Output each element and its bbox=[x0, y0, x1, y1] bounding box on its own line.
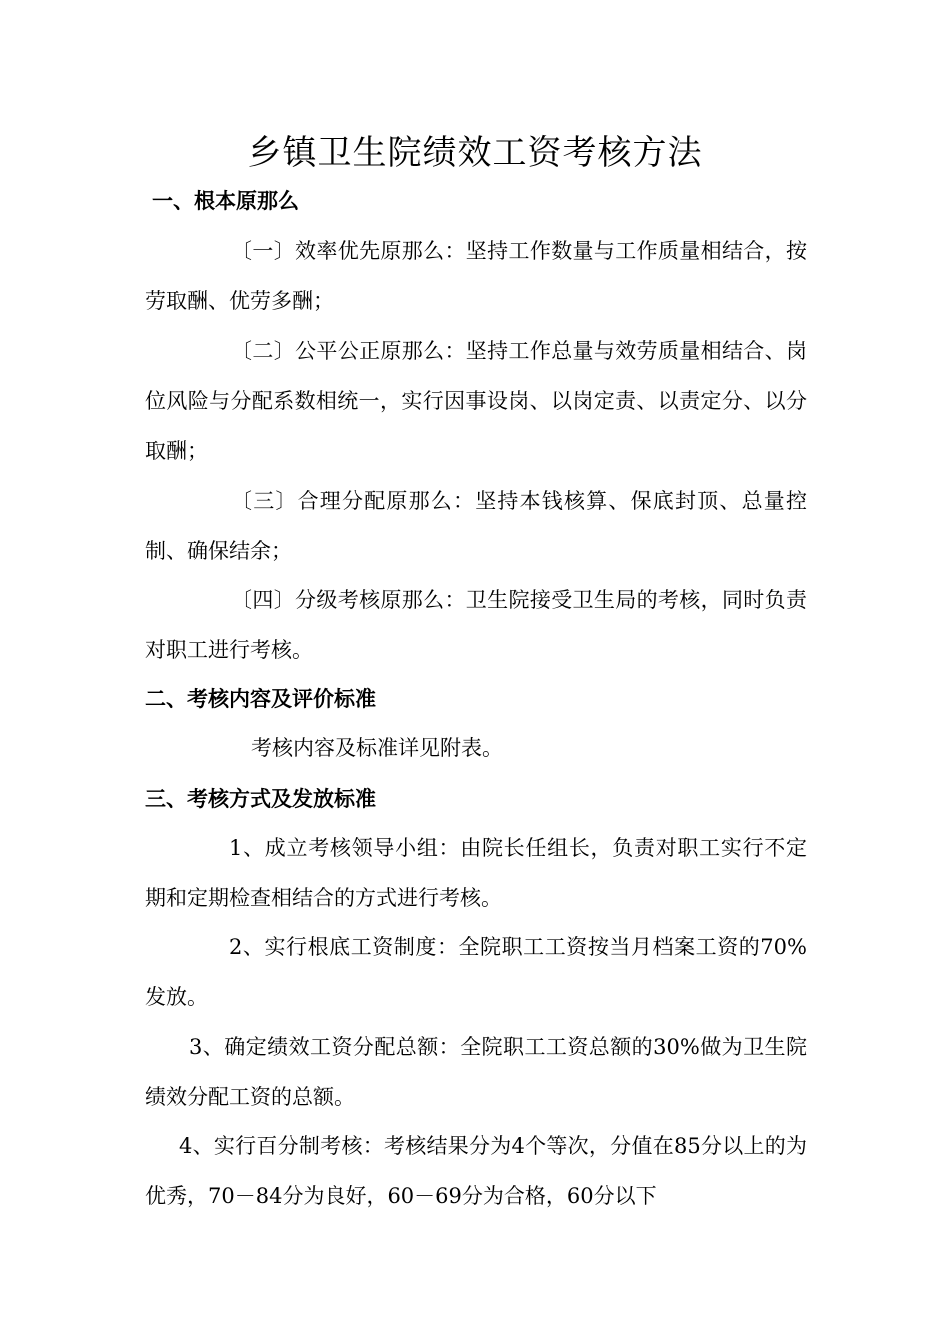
paragraph-principle-4: 〔四〕分级考核原那么：卫生院接受卫生局的考核，同时负责对职工进行考核。 bbox=[145, 588, 807, 662]
paragraph-method-4: 4、实行百分制考核：考核结果分为4个等次，分值在85分以上的为优秀，70－84分为良好，60－69分为合格，60分以下 bbox=[145, 1134, 807, 1208]
paragraph-content: 考核内容及标准详见附表。 bbox=[251, 736, 503, 760]
paragraph-principle-1: 〔一〕效率优先原那么：坚持工作数量与工作质量相结合，按劳取酬、优劳多酬； bbox=[145, 239, 807, 313]
paragraph-principle-3: 〔三〕合理分配原那么：坚持本钱核算、保底封顶、总量控制、确保结余； bbox=[145, 489, 807, 563]
document-title: 乡镇卫生院绩效工资考核方法 bbox=[247, 133, 703, 173]
section-heading-3: 三、考核方式及发放标准 bbox=[145, 787, 376, 811]
paragraph-method-3: 3、确定绩效工资分配总额：全院职工工资总额的30%做为卫生院绩效分配工资的总额。 bbox=[145, 1035, 807, 1109]
paragraph-principle-2: 〔二〕公平公正原那么：坚持工作总量与效劳质量相结合、岗位风险与分配系数相统一，实行因事设岗、以岗定责、以责定分、以分取酬； bbox=[145, 339, 807, 463]
section-heading-1: 一、根本原那么 bbox=[152, 189, 299, 213]
paragraph-method-2: 2、实行根底工资制度：全院职工工资按当月档案工资的70%发放。 bbox=[145, 935, 807, 1009]
section-heading-2: 二、考核内容及评价标准 bbox=[145, 687, 376, 711]
paragraph-method-1: 1、成立考核领导小组：由院长任组长，负责对职工实行不定期和定期检查相结合的方式进行考核。 bbox=[145, 836, 807, 910]
